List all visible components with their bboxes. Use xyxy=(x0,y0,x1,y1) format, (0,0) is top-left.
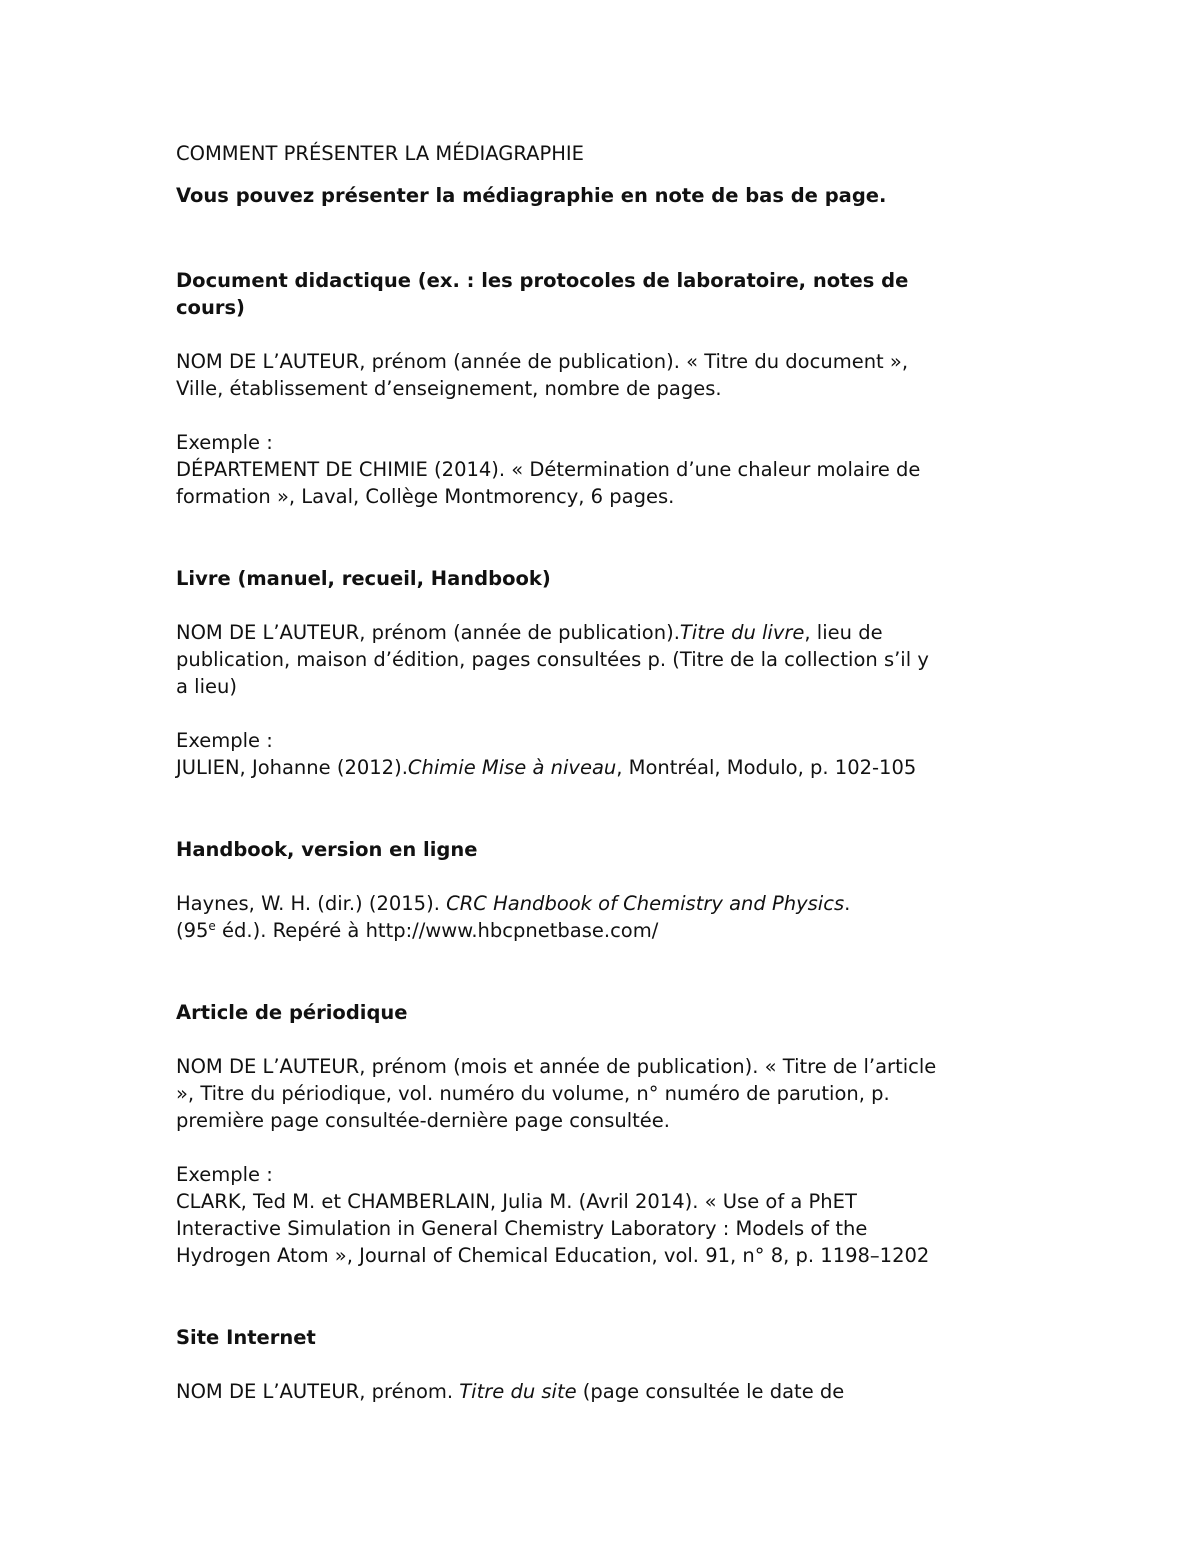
periodique-format xyxy=(176,1053,1036,1134)
section-heading-livre: Livre (manuel, recueil, Handbook) xyxy=(176,567,551,590)
edition-superscript: e xyxy=(208,919,216,933)
example-line: DÉPARTEMENT DE CHIMIE (2014). « Détermination d’une chaleur molaire de xyxy=(176,458,921,481)
section-heading: Document didactique (ex. : les protocoles de laboratoire, notes de xyxy=(176,269,909,292)
periodique-example xyxy=(176,1161,1036,1269)
format-line: NOM DE L’AUTEUR, prénom (année de publication). « Titre du document », xyxy=(176,350,909,373)
example-line: formation », Laval, Collège Montmorency, 6 pages. xyxy=(176,485,675,508)
section-heading-site: Site Internet xyxy=(176,1326,316,1349)
format-line xyxy=(176,1378,1036,1405)
example-line xyxy=(176,754,1036,781)
example-line: Hydrogen Atom », Journal of Chemical Education, vol. 91, n° 8, p. 1198–1202 xyxy=(176,1244,930,1267)
section-heading: cours) xyxy=(176,296,245,319)
reference-line xyxy=(176,917,1036,944)
section-heading-handbook: Handbook, version en ligne xyxy=(176,838,478,861)
example-line: CLARK, Ted M. et CHAMBERLAIN, Julia M. (Avril 2014). « Use of a PhET xyxy=(176,1190,857,1213)
format-italic: Titre du livre xyxy=(679,621,805,644)
format-text: (page consultée le date de xyxy=(576,1380,845,1403)
format-line xyxy=(176,619,1036,646)
section-didactique xyxy=(176,267,1036,321)
example-text: , Montréal, Modulo, p. 102-105 xyxy=(616,756,917,779)
livre-format xyxy=(176,619,1036,700)
format-text: NOM DE L’AUTEUR, prénom (année de publication). xyxy=(176,621,680,644)
reference-text: . xyxy=(844,892,851,915)
format-text: , lieu de xyxy=(804,621,883,644)
format-italic: Titre du site xyxy=(459,1380,577,1403)
document-title: COMMENT PRÉSENTER LA MÉDIAGRAPHIE xyxy=(176,142,584,165)
didactique-example xyxy=(176,429,1036,510)
example-text: JULIEN, Johanne (2012). xyxy=(176,756,408,779)
format-line: NOM DE L’AUTEUR, prénom (mois et année de publication). « Titre de l’article xyxy=(176,1055,937,1078)
handbook-reference xyxy=(176,890,1036,944)
reference-italic: CRC Handbook of Chemistry and Physics xyxy=(446,892,845,915)
didactique-format xyxy=(176,348,1036,402)
format-line: Ville, établissement d’enseignement, nombre de pages. xyxy=(176,377,722,400)
format-text: NOM DE L’AUTEUR, prénom. xyxy=(176,1380,460,1403)
reference-text: Haynes, W. H. (dir.) (2015). xyxy=(176,892,447,915)
document-page xyxy=(176,140,1036,1405)
example-label: Exemple : xyxy=(176,729,273,752)
format-line: première page consultée-dernière page consultée. xyxy=(176,1109,670,1132)
intro-text: Vous pouvez présenter la médiagraphie en note de bas de page. xyxy=(176,184,887,207)
reference-line xyxy=(176,890,1036,917)
section-heading-periodique: Article de périodique xyxy=(176,1001,408,1024)
example-label: Exemple : xyxy=(176,1163,273,1186)
format-line: a lieu) xyxy=(176,675,237,698)
example-italic: Chimie Mise à niveau xyxy=(407,756,617,779)
format-line: », Titre du périodique, vol. numéro du volume, n° numéro de parution, p. xyxy=(176,1082,890,1105)
format-line: publication, maison d’édition, pages consultées p. (Titre de la collection s’il y xyxy=(176,648,929,671)
reference-text: éd.). Repéré à http://www.hbcpnetbase.com/ xyxy=(215,919,659,942)
livre-example xyxy=(176,727,1036,781)
example-label: Exemple : xyxy=(176,431,273,454)
example-line: Interactive Simulation in General Chemistry Laboratory : Models of the xyxy=(176,1217,868,1240)
site-format xyxy=(176,1378,1036,1405)
reference-text: (95 xyxy=(176,919,209,942)
